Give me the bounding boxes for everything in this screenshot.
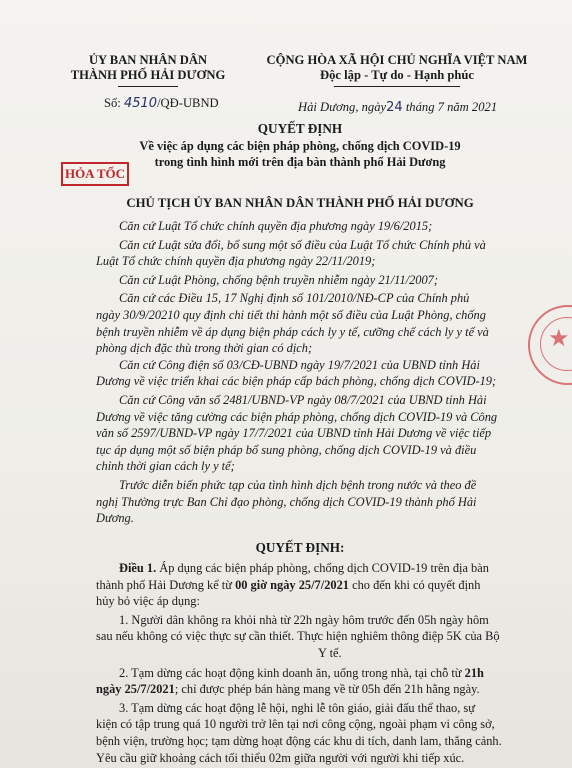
preamble-line: Trước diễn biến phức tạp của tình hình dịch bệnh trong nước và theo đề xyxy=(119,477,477,492)
national-title: CỘNG HÒA XÃ HỘI CHỦ NGHĨA VIỆT NAM xyxy=(266,53,528,67)
item-3-line: 3. Tạm dừng các hoạt động lễ hội, nghi lễ tôn giáo, giải đấu thể thao, sự xyxy=(119,700,475,715)
preamble-line: Căn cứ Luật sửa đổi, bổ sung một số điều của Luật Tổ chức Chính phủ và xyxy=(119,237,486,252)
preamble-line: ngày 30/9/20210 quy định chi tiết thi hành một số điều của Luật Phòng, chống xyxy=(96,307,486,322)
preamble-line: Dương về việc tăng cường các biện pháp phòng, chống dịch COVID-19 và Công xyxy=(96,409,498,424)
subject-line2: trong tình hình mới trên địa bàn thành phố Hải Dương xyxy=(154,155,446,169)
decision-heading: QUYẾT ĐỊNH: xyxy=(255,540,345,555)
item-2-text: ; chỉ được phép bán hàng mang về từ 05h đến 21h hằng ngày. xyxy=(174,682,480,697)
date-day-handwritten: 24 xyxy=(386,100,403,115)
article-label: Điều 1. xyxy=(119,561,157,575)
preamble-line: chỉnh thời gian cách ly y tế; xyxy=(96,459,235,474)
preamble xyxy=(96,218,536,527)
item-2-text: 2. Tạm dừng các hoạt động kinh doanh ăn, uống trong nhà, tại chỗ từ xyxy=(119,665,462,680)
preamble-line: Dương. xyxy=(96,511,134,526)
item-1-line: 1. Người dân không ra khỏi nhà từ 22h ngày hôm trước đến 05h ngày hôm xyxy=(119,612,489,627)
article-1-effective-time: 00 giờ ngày 25/7/2021 xyxy=(235,577,349,592)
number-handwritten: 4510 xyxy=(123,96,158,111)
article-1-line3: hủy bỏ việc áp dụng: xyxy=(96,594,200,609)
preamble-line: Căn cứ Công văn số 2481/UBND-VP ngày 08/7/2021 của UBND tỉnh Hải xyxy=(119,392,487,407)
item-2-time: 21h xyxy=(464,665,484,680)
authority-heading: CHỦ TỊCH ỦY BAN NHÂN DÂN THÀNH PHỐ HẢI DƯƠNG xyxy=(126,196,474,210)
preamble-line: tục áp dụng một số biện pháp bổ sung phòng, chống dịch COVID-19 và điều xyxy=(96,442,477,457)
article-1-text: thành phố Hải Dương kể từ xyxy=(96,577,232,592)
document-date xyxy=(298,100,497,115)
date-suffix: tháng 7 năm 2021 xyxy=(405,100,498,114)
item-2-line1 xyxy=(96,665,536,682)
preamble-line: Dương về việc triển khai các biện pháp cấp bách phòng, chống dịch COVID-19; xyxy=(96,374,497,389)
article-1-line1 xyxy=(96,560,536,577)
article-1-line2 xyxy=(96,577,536,594)
urgent-stamp: HỎA TỐC xyxy=(61,162,129,186)
article-1 xyxy=(96,560,536,766)
red-seal-icon: ★ xyxy=(528,305,572,385)
item-3-line: bệnh viện, trường học; tạm dừng hoạt động các khu di tích, danh lam, thắng cảnh. xyxy=(96,733,502,748)
article-1-text: cho đến khi có quyết định xyxy=(352,577,481,592)
document-subject xyxy=(90,138,510,170)
preamble-line: Căn cứ các Điều 15, 17 Nghị định số 101/2010/NĐ-CP của Chính phủ xyxy=(119,291,470,306)
preamble-line: Căn cứ Công điện số 03/CĐ-UBND ngày 19/7/2021 của UBND tỉnh Hải xyxy=(119,357,480,372)
preamble-line: phòng dịch đặc thù trong thời gian có dịch; xyxy=(96,341,313,356)
issuer-line2: THÀNH PHỐ HẢI DƯƠNG xyxy=(70,68,226,82)
item-3-line: kiện có tập trung quá 10 người trở lên tại nơi công cộng, ngoài phạm vi công sở, xyxy=(96,717,495,732)
issuer-line1: ỦY BAN NHÂN DÂN xyxy=(88,53,208,67)
preamble-line: Luật Tổ chức chính quyền địa phương ngày 22/11/2019; xyxy=(96,254,376,269)
number-suffix: /QĐ-UBND xyxy=(157,96,219,110)
motto-underline xyxy=(334,86,460,87)
preamble-line: nghị Thường trực Ban Chỉ đạo phòng, chống dịch COVID-19 thành phố Hải xyxy=(96,494,477,509)
item-2-line2 xyxy=(96,681,536,698)
issuer-block xyxy=(68,53,228,83)
preamble-line: Căn cứ Luật Phòng, chống bệnh truyền nhiễm ngày 21/11/2007; xyxy=(119,272,439,287)
preamble-line: bệnh truyền nhiễm về áp dụng biện pháp cách ly y tế, cưỡng chế cách ly y tế và xyxy=(96,324,489,339)
issuer-underline xyxy=(118,86,178,87)
motto: Độc lập - Tự do - Hạnh phúc xyxy=(320,68,474,82)
item-1-line: sau nếu không có việc thực sự cần thiết. Thực hiện nghiêm thông điệp 5K của Bộ xyxy=(96,629,500,644)
document-title: QUYẾT ĐỊNH xyxy=(257,121,343,136)
number-prefix: Số: xyxy=(104,96,121,110)
preamble-line: văn số 2597/UBND-VP ngày 17/7/2021 của UBND tỉnh Hải Dương về việc tiếp xyxy=(96,426,492,441)
preamble-line: Căn cứ Luật Tổ chức chính quyền địa phương ngày 19/6/2015; xyxy=(119,219,433,233)
item-1-line: Y tế. xyxy=(318,645,342,660)
motto-block xyxy=(252,53,542,83)
article-1-text: Áp dụng các biện pháp phòng, chống dịch COVID-19 trên địa bàn xyxy=(159,561,489,575)
document-number xyxy=(104,96,219,111)
item-3-line: Yêu cầu giữ khoảng cách tối thiểu 02m giữa người với người khi tiếp xúc. xyxy=(96,750,465,765)
subject-line1: Về việc áp dụng các biện pháp phòng, chống dịch COVID-19 xyxy=(139,139,461,153)
date-prefix: Hải Dương, ngày xyxy=(298,100,387,114)
item-2-date: ngày 25/7/2021 xyxy=(96,682,175,697)
